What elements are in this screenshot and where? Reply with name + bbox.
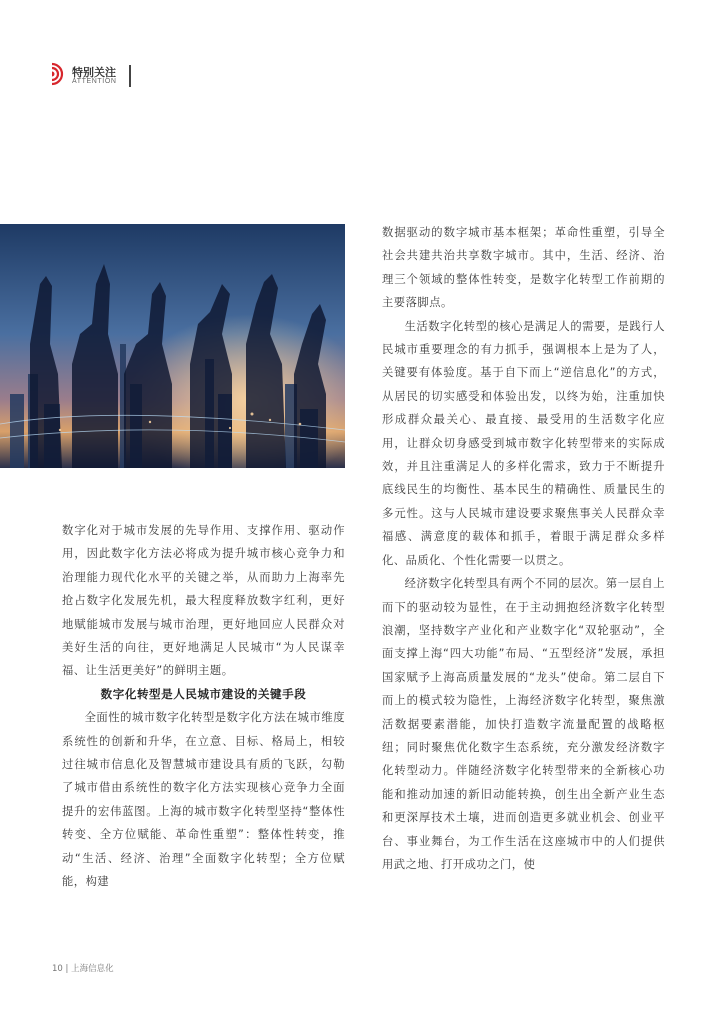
section-heading: 数字化转型是人民城市建设的关键手段 [100,686,307,701]
red-semicircle-rings-icon [46,62,66,86]
city-silhouette-photo [0,224,345,468]
body-paragraph: 经济数字化转型具有两个不同的层次。第一层自上而下的驱动较为显性，在于主动拥抱经济数字化转型浪潮，坚持数字产业化和产业数字化“双轮驱动”，全面支撑上海“四大功能”布局、“五型经济”发展，承担国家赋予上海高质量发展的“龙头”使命。第二层自下而上的模式较为隐性，上海经济数字化转型，聚焦激活数据要素潜能，加快打造数字流量配置的战略枢纽；同时聚焦优化数字生态系统，充分激发经济数字化转型动力。伴随经济数字化转型带来的全新核心功能和推动加速的新旧动能转换，创生出全新产业生态和更深厚技术土壤，进而创造更多就业机会、创业平台、事业舞台，为工作生活在这座城市中的人们提供用武之地、打开成功之门，使 [382,577,665,871]
page-footer [52,962,114,974]
body-paragraph: 数字化对于城市发展的先导作用、支撑作用、驱动作用，因此数字化方法必将成为提升城市核心竞争力和治理能力现代化水平的关键之举，从而助力上海率先抢占数字化发展先机，最大程度释放数字红利，更好地赋能城市发展与城市治理，更好地回应人民群众对美好生活的向往，更好地满足人民城市“为人民谋幸福、让生活更美好”的鲜明主题。 [62,524,345,678]
footer-separator: | [65,964,69,974]
section-subtitle: ATTENTION [72,78,117,85]
publication-name: 上海信息化 [71,964,114,974]
left-text-column [62,519,345,894]
right-text-column [382,221,665,876]
page-number: 10 [52,964,63,974]
body-paragraph: 全面性的城市数字化转型是数字化方法在城市维度系统性的创新和升华，在立意、目标、格局上，相较过往城市信息化及智慧城市建设具有质的飞跃，勾勒了城市借由系统性的数字化方法实现核心竞争力全面提升的宏伟蓝图。上海的城市数字化转型坚持“整体性转变、全方位赋能、革命性重塑”：整体性转变，推动“生活、经济、治理”全面数字化转型；全方位赋能，构建 [62,711,345,889]
body-paragraph: 数据驱动的数字城市基本框架；革命性重塑，引导全社会共建共治共享数字城市。其中，生活、经济、治理三个领域的整体性转变，是数字化转型工作前期的主要落脚点。 [382,226,665,310]
section-title: 特别关注 [72,66,116,79]
body-paragraph: 生活数字化转型的核心是满足人的需要，是践行人民城市重要理念的有力抓手，强调根本上是为了人，关键要有体验度。基于自下而上“逆信息化”的方式，从居民的切实感受和体验出发，以终为始，注重加快形成群众最关心、最直接、最受用的生活数字化应用，让群众切身感受到城市数字化转型带来的实际成效，并且注重满足人的多样化需求，致力于不断提升底线民生的均衡性、基本民生的精确性、质量民生的多元性。这与人民城市建设要求聚焦事关人民群众幸福感、满意度的载体和抓手，着眼于满足群众多样化、品质化、个性化需要一以贯之。 [382,319,665,567]
header-divider [129,65,131,87]
